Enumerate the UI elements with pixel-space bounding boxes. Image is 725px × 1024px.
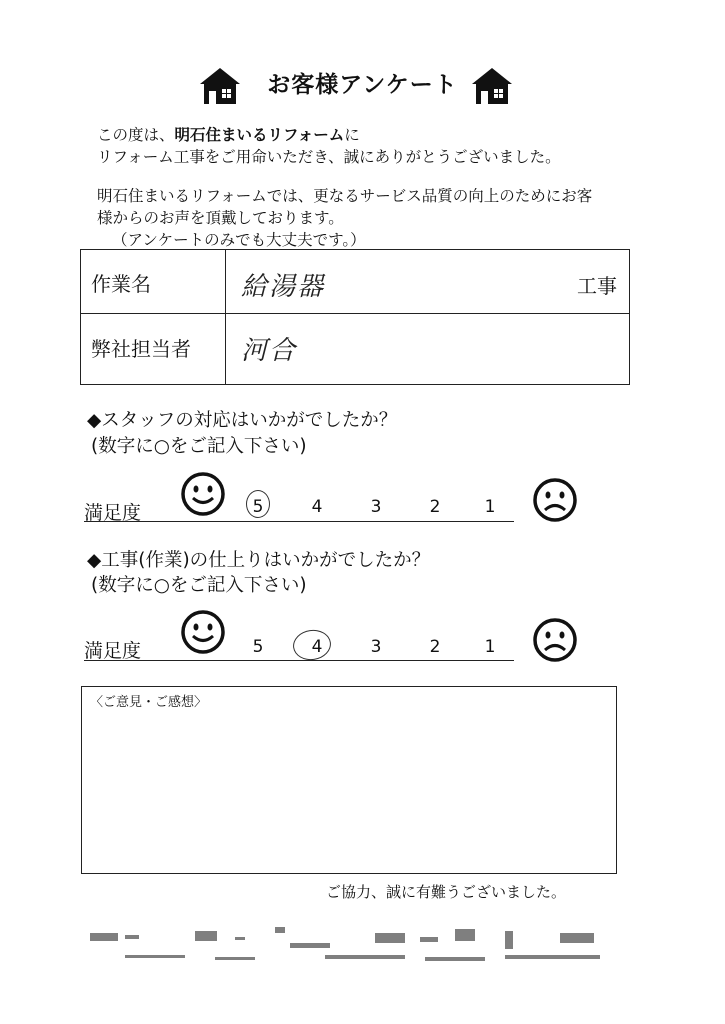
question-2-instruction: (数字に○をご記入下さい)	[91, 575, 307, 596]
satisfaction-label-2: 満足度	[84, 640, 142, 662]
page-title: お客様アンケート	[267, 72, 458, 98]
scale-2-value-2[interactable]: 2	[429, 637, 441, 657]
scale-1-value-5[interactable]: 5	[252, 497, 264, 517]
intro-suffix: に	[344, 126, 360, 144]
question-1-text: ◆スタッフの対応はいかがでしたか？	[87, 410, 398, 431]
satisfaction-label-1: 満足度	[84, 502, 142, 524]
smiley-sad-icon	[532, 617, 578, 663]
question-2-text: ◆工事(作業)の仕上りはいかがでしたか？	[87, 550, 431, 571]
scale-1-value-2[interactable]: 2	[429, 497, 441, 517]
scale-1-value-4[interactable]: 4	[311, 497, 323, 517]
work-suffix: 工事	[577, 274, 617, 298]
intro-para2-line-1: 明石住まいるリフォームでは、更なるサービス品質の向上のためにお客	[97, 187, 593, 205]
comments-title: 〈ご意見・ご感想〉	[90, 695, 208, 710]
intro-line-2: リフォーム工事をご用命いただき、誠にありがとうございました。	[97, 148, 561, 166]
work-value[interactable]: 給湯器	[241, 272, 326, 302]
scale-2-value-1[interactable]: 1	[484, 637, 496, 657]
smiley-sad-icon	[532, 477, 578, 523]
smiley-happy-icon	[180, 609, 226, 655]
scale-2-value-3[interactable]: 3	[370, 637, 382, 657]
work-label: 作業名	[91, 272, 151, 296]
comments-box[interactable]	[81, 686, 617, 874]
question-1-instruction: (数字に○をご記入下さい)	[91, 436, 307, 457]
staff-value[interactable]: 河合	[241, 336, 298, 366]
intro-para2-line-3: （アンケートのみでも大丈夫です。）	[112, 231, 366, 249]
intro-prefix: この度は、	[97, 126, 175, 144]
scale-1-value-1[interactable]: 1	[484, 497, 496, 517]
info-table	[80, 249, 630, 385]
house-icon	[470, 66, 514, 106]
staff-label: 弊社担当者	[91, 337, 191, 361]
closing-message: ご協力、誠に有難うございました。	[326, 883, 567, 901]
company-name: 明石住まいるリフォーム	[174, 126, 345, 144]
comments-value[interactable]	[90, 715, 608, 865]
scale-2-value-5[interactable]: 5	[252, 637, 264, 657]
work-row	[81, 250, 629, 314]
smiley-happy-icon	[180, 471, 226, 517]
scale-1-value-3[interactable]: 3	[370, 497, 382, 517]
scale-2-value-4[interactable]: 4	[311, 637, 323, 657]
intro-line-1	[97, 124, 360, 146]
blurred-footer-noise	[85, 915, 615, 970]
intro-para2-line-2: 様からのお声を頂戴しております。	[97, 209, 344, 227]
